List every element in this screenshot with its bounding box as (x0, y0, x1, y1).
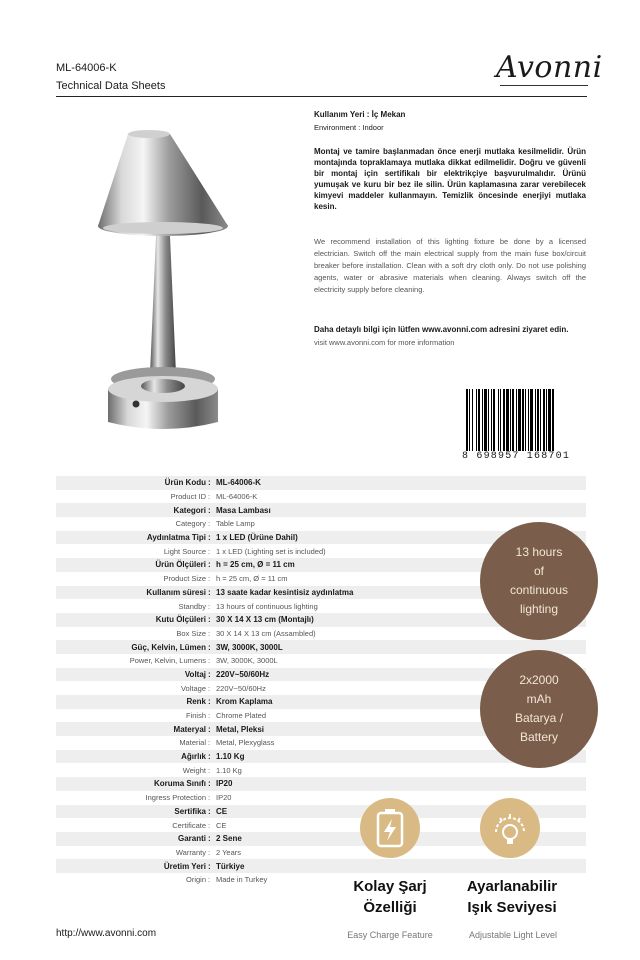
barcode-bar (466, 389, 468, 451)
barcode-bar (469, 389, 470, 451)
barcode-bar (498, 389, 499, 451)
spec-colon: : (208, 738, 211, 748)
spec-label: Ağırlık (181, 752, 206, 762)
spec-colon: : (208, 505, 211, 515)
spec-colon: : (208, 587, 211, 597)
spec-row-en (56, 517, 586, 531)
spec-label: Weight (182, 765, 206, 775)
spec-colon: : (208, 724, 211, 734)
badge-line: of (533, 564, 544, 578)
spec-colon: : (208, 478, 211, 488)
spec-value: Metal, Plexyglass (216, 738, 275, 748)
battery-badge (480, 650, 598, 768)
barcode-bar (518, 389, 521, 451)
adjustable-light-title (452, 876, 572, 918)
spec-value: Krom Kaplama (216, 697, 273, 707)
title-line: Ayarlanabilir (466, 878, 558, 895)
spec-colon: : (208, 697, 211, 707)
barcode-bar (488, 389, 489, 451)
spec-value: Chrome Plated (216, 711, 267, 721)
spec-label: Material (179, 738, 206, 748)
spec-colon: : (208, 861, 211, 871)
spec-value: 1 x LED (Lighting set is included) (216, 546, 326, 556)
barcode-bar (510, 389, 511, 451)
more-info-en: visit www.avonni.com for more information (314, 338, 455, 347)
spec-colon: : (208, 615, 211, 625)
spec-value: 220V~50/60Hz (216, 669, 270, 679)
spec-colon: : (208, 847, 211, 857)
dimmer-bulb-icon (480, 798, 540, 858)
spec-value: 3W, 3000K, 3000L (216, 642, 283, 652)
badge-line: 13 hours (515, 545, 563, 559)
barcode-bar (478, 389, 480, 451)
easy-charge-title (330, 876, 450, 918)
spec-label: Product Size (163, 574, 206, 584)
badge-line: Batarya / (514, 711, 564, 725)
spec-value: 2 Years (216, 847, 242, 857)
spec-value: 220V~50/60Hz (216, 683, 266, 693)
spec-row-tr (56, 503, 586, 517)
spec-label: Light Source (163, 546, 206, 556)
header-divider (56, 96, 587, 97)
spec-label: Renk (186, 697, 206, 707)
spec-label: Power, Kelvin, Lumens (129, 656, 206, 666)
standby-hours-badge (480, 522, 598, 640)
spec-label: Voltaj (184, 669, 206, 679)
spec-label: Ürün Ölçüleri (155, 560, 206, 570)
spec-colon: : (208, 669, 211, 679)
spec-label: Kullanım süresi (146, 587, 206, 597)
spec-label: Garanti (177, 834, 206, 844)
barcode-number: 8 698957 168701 (462, 451, 588, 462)
spec-label: Ingress Protection (145, 793, 206, 803)
spec-label: Kutu Ölçüleri (155, 615, 206, 625)
spec-colon: : (208, 711, 211, 721)
spec-colon: : (208, 779, 211, 789)
location-tr: Kullanım Yeri : İç Mekan (314, 110, 406, 119)
logo-underline (500, 85, 588, 86)
badge-line: continuous (509, 583, 569, 597)
spec-label: Finish (185, 711, 206, 721)
spec-colon: : (208, 628, 211, 638)
spec-value: 1.10 Kg (216, 765, 242, 775)
barcode-bar (484, 389, 487, 451)
spec-colon: : (208, 560, 211, 570)
barcode-bar (516, 389, 517, 451)
spec-label: Voltage (180, 683, 206, 693)
spec-value: Türkiye (216, 861, 245, 871)
brand-logo: Avonni (496, 50, 603, 85)
adjustable-light-subtitle: Adjustable Light Level (468, 930, 558, 940)
barcode-bar (472, 389, 473, 451)
spec-colon: : (208, 820, 211, 830)
spec-label: Certificate (172, 820, 206, 830)
spec-value: 3W, 3000K, 3000L (216, 656, 278, 666)
barcode-bar (493, 389, 495, 451)
spec-colon: : (208, 834, 211, 844)
spec-row-en (56, 763, 586, 777)
title-line: Özelliği (363, 899, 417, 916)
spec-value: CE (216, 806, 228, 816)
badge-line: lighting (519, 602, 559, 616)
barcode-bar (476, 389, 477, 451)
spec-value: Table Lamp (216, 519, 255, 529)
spec-row-tr (56, 640, 586, 654)
spec-value: 1.10 Kg (216, 752, 245, 762)
spec-colon: : (208, 752, 211, 762)
spec-colon: : (208, 793, 211, 803)
spec-colon: : (208, 533, 211, 543)
spec-label: Category (175, 519, 206, 529)
spec-value: IP20 (216, 793, 232, 803)
spec-colon: : (208, 806, 211, 816)
spec-row-tr (56, 777, 586, 791)
spec-colon: : (208, 683, 211, 693)
spec-value: Metal, Pleksi (216, 724, 265, 734)
spec-colon: : (208, 601, 211, 611)
spec-value: ML-64006-K (216, 492, 258, 502)
spec-colon: : (208, 492, 211, 502)
spec-value: h = 25 cm, Ø = 11 cm (216, 560, 295, 570)
barcode-bar (552, 389, 554, 451)
spec-value: Made in Turkey (216, 875, 268, 885)
spec-colon: : (208, 642, 211, 652)
spec-colon: : (208, 875, 211, 885)
document-title: Technical Data Sheets (56, 80, 166, 92)
spec-label: Üretim Yeri (163, 861, 206, 871)
spec-colon: : (208, 656, 211, 666)
spec-value: CE (216, 820, 227, 830)
spec-value: IP20 (216, 779, 233, 789)
spec-value: Masa Lambası (216, 505, 271, 515)
barcode-bar (528, 389, 529, 451)
spec-label: Standby (178, 601, 206, 611)
barcode-bar (491, 389, 492, 451)
badge-line: Battery (519, 730, 558, 744)
barcode-bar (512, 389, 514, 451)
title-line: Kolay Şarj (353, 878, 427, 895)
spec-label: Kategori (173, 505, 206, 515)
spec-value: 2 Sene (216, 834, 242, 844)
spec-label: Koruma Sınıfı (153, 779, 206, 789)
barcode-bar (535, 389, 536, 451)
battery-charge-icon (360, 798, 420, 858)
spec-colon: : (208, 574, 211, 584)
barcode-bar (522, 389, 524, 451)
spec-value: 30 X 14 X 13 cm (Montajlı) (216, 615, 314, 625)
spec-value: 13 saate kadar kesintisiz aydınlatma (216, 587, 354, 597)
website-link[interactable]: http://www.avonni.com (56, 928, 157, 939)
barcode-bar (548, 389, 551, 451)
barcode (464, 389, 586, 459)
barcode-bar (500, 389, 501, 451)
barcode-bar (530, 389, 533, 451)
spec-label: Ürün Kodu (164, 478, 206, 488)
spec-label: Sertifika (174, 806, 206, 816)
table-lamp-illustration (56, 104, 302, 456)
spec-value: ML-64006-K (216, 478, 261, 488)
spec-label: Product ID (170, 492, 206, 502)
spec-row-tr (56, 859, 586, 873)
spec-value: h = 25 cm, Ø = 11 cm (216, 574, 288, 584)
barcode-bar (543, 389, 545, 451)
barcode-bar (546, 389, 547, 451)
more-info-tr: Daha detaylı bilgi için lütfen www.avonni.com adresini ziyaret edin. (314, 325, 569, 334)
location-en: Environment : Indoor (314, 123, 384, 132)
barcode-bar (525, 389, 526, 451)
spec-colon: : (208, 519, 211, 529)
spec-value: 1 x LED (Ürüne Dahil) (216, 533, 298, 543)
spec-colon: : (208, 765, 211, 775)
spec-row-tr (56, 476, 586, 490)
title-line: Işık Seviyesi (467, 899, 557, 916)
barcode-bar (537, 389, 539, 451)
barcode-bar (503, 389, 505, 451)
spec-value: 13 hours of continuous lighting (216, 601, 318, 611)
spec-colon: : (208, 546, 211, 556)
barcode-bar (482, 389, 483, 451)
spec-label: Güç, Kelvin, Lümen (131, 642, 206, 652)
badge-line: 2x2000 (519, 673, 559, 687)
spec-label: Box Size (176, 628, 206, 638)
badge-line: mAh (526, 692, 552, 706)
spec-label: Materyal (173, 724, 206, 734)
barcode-bar (540, 389, 541, 451)
product-code-header: ML-64006-K (56, 62, 117, 74)
easy-charge-subtitle: Easy Charge Feature (347, 930, 433, 940)
safety-warning-en: We recommend installation of this lighting fixture be done by a licensed electrician. Switch off the main electrical supply from the main fuse box/circuit breaker before installation. Clean with a soft dry cloth only. Do not use polishing agents, water or abrasive materials when cleaning. Always switch off the electricity supply before cleaning. (314, 237, 586, 294)
safety-warning-tr: Montaj ve tamire başlanmadan önce enerji mutlaka kesilmelidir. Ürün montajında topraklamaya mutlaka dikkat edilmelidir. Doğru ve güvenli bir montaj için sertifikalı bir elektrikçiye başvurulmalıdır. Ürünü yumuşak ve kuru bir bez ile silin. Ürün kaplamasına zarar verebilecek kimyevi maddeler kullanmayın. Temizlik öncesinde enerjiyi mutlaka kesin. (314, 147, 586, 211)
barcode-bar (506, 389, 509, 451)
spec-row-en (56, 490, 586, 504)
spec-label: Origin (185, 875, 206, 885)
product-photo (56, 104, 302, 456)
spec-label: Warranty (175, 847, 206, 857)
spec-value: 30 X 14 X 13 cm (Assambled) (216, 628, 316, 638)
spec-label: Aydınlatma Tipi (146, 533, 206, 543)
